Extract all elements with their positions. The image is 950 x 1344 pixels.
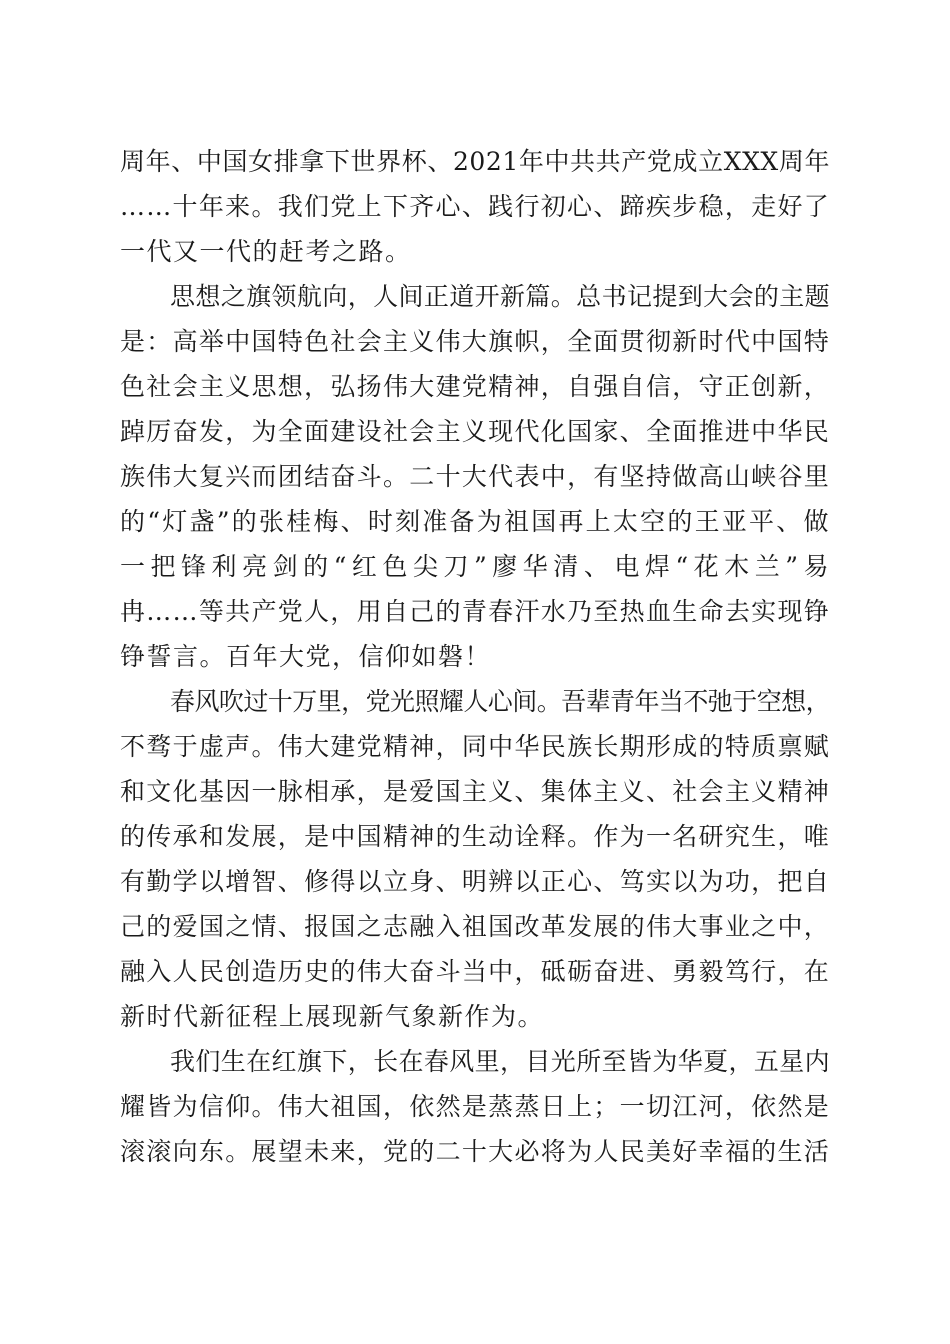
text-line: 色社会主义思想，弘扬伟大建党精神，自强自信，守正创新， — [120, 372, 830, 401]
text-line: 一把锋利亮剑的“红色尖刀”廖华清、电焊“花木兰”易 — [120, 552, 830, 581]
text-line: 融入人民创造历史的伟大奋斗当中，砥砺奋进、勇毅笃行，在 — [120, 957, 830, 986]
text-line: 己的爱国之情、报国之志融入祖国改革发展的伟大事业之中， — [120, 912, 830, 941]
text-line: 铮誓言。百年大党，信仰如磐！ — [120, 642, 492, 671]
text-line: 滚滚向东。展望未来，党的二十大必将为人民美好幸福的生活 — [120, 1137, 830, 1166]
text-line: 是：高举中国特色社会主义伟大旗帜，全面贯彻新时代中国特 — [120, 327, 830, 356]
text-line: 我们生在红旗下，长在春风里，目光所至皆为华夏，五星内 — [170, 1047, 830, 1076]
text-line: 不骛于虚声。伟大建党精神，同中华民族长期形成的特质禀赋 — [120, 732, 830, 761]
paragraph-1 — [120, 139, 830, 274]
text-line: ……十年来。我们党上下齐心、践行初心、蹄疾步稳，走好了 — [120, 192, 830, 221]
text-line: 新时代新征程上展现新气象新作为。 — [120, 1002, 545, 1031]
text-line: 的传承和发展，是中国精神的生动诠释。作为一名研究生，唯 — [120, 822, 830, 851]
text-line: 周年、中国女排拿下世界杯、2021年中共共产党成立XXX周年 — [120, 147, 830, 176]
paragraph-4 — [120, 1039, 830, 1174]
text-line: 耀皆为信仰。伟大祖国，依然是蒸蒸日上；一切江河，依然是 — [120, 1092, 830, 1121]
text-line: 有勤学以增智、修得以立身、明辨以正心、笃实以为功，把自 — [120, 867, 830, 896]
text-line: 春风吹过十万里，党光照耀人心间。吾辈青年当不弛于空想， — [170, 687, 830, 716]
text-line: 踔厉奋发，为全面建设社会主义现代化国家、全面推进中华民 — [120, 417, 830, 446]
paragraph-3 — [120, 679, 830, 1039]
text-line: 思想之旗领航向，人间正道开新篇。总书记提到大会的主题 — [170, 282, 830, 311]
text-line: 冉……等共产党人，用自己的青春汗水乃至热血生命去实现铮 — [120, 597, 830, 626]
paragraph-2 — [120, 274, 830, 679]
text-line: 和文化基因一脉相承，是爱国主义、集体主义、社会主义精神 — [120, 777, 830, 806]
text-line: 的“灯盏”的张桂梅、时刻准备为祖国再上太空的王亚平、做 — [120, 507, 830, 536]
text-line: 一代又一代的赶考之路。 — [120, 237, 412, 266]
document-body — [120, 139, 830, 1174]
text-line: 族伟大复兴而团结奋斗。二十大代表中，有坚持做高山峡谷里 — [120, 462, 830, 491]
